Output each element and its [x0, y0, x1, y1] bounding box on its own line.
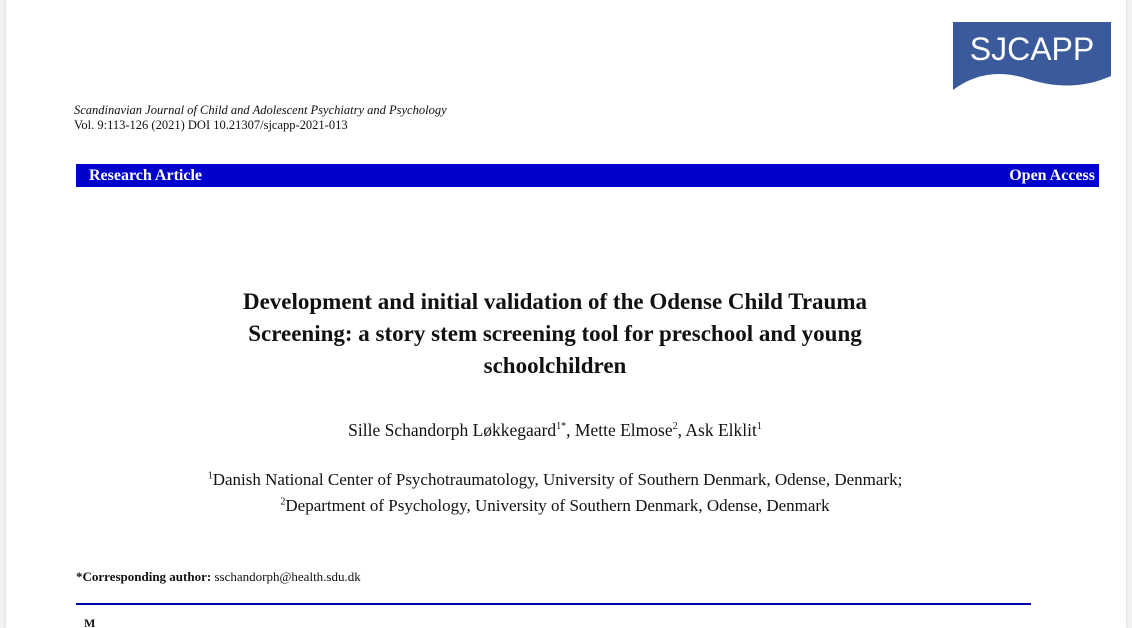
affiliations [6, 467, 1104, 519]
author-affil-mark: 1 [756, 421, 762, 433]
next-heading-fragment: M [84, 616, 96, 628]
pdf-page [6, 0, 1126, 628]
sjcapp-logo-icon [953, 22, 1111, 92]
author-name: Ask Elklit [685, 420, 757, 440]
title-line-1: Development and initial validation of the Odense Child Trauma [242, 289, 868, 314]
corresponding-email: sschandorph@health.sdu.dk [214, 569, 361, 584]
author-affil-mark: 2 [672, 421, 678, 433]
affiliation [6, 467, 1104, 493]
corresponding-label: *Corresponding author: [76, 569, 212, 584]
affiliation-mark: 2 [280, 496, 286, 508]
journal-citation: Vol. 9:113-126 (2021) DOI 10.21307/sjcapp-2021-013 [74, 118, 348, 132]
article-title [6, 286, 1104, 382]
corresponding-author [76, 569, 361, 585]
journal-logo [953, 22, 1111, 92]
title-line-2: Screening: a story stem screening tool for preschool and young [248, 321, 862, 346]
author-name: Mette Elmose [574, 420, 673, 440]
access-label: Open Access [1009, 166, 1095, 184]
title-line-3: schoolchildren [483, 353, 627, 378]
journal-info [74, 103, 447, 133]
article-type-label: Research Article [89, 166, 202, 184]
journal-name: Scandinavian Journal of Child and Adolescent Psychiatry and Psychology [74, 103, 447, 117]
affiliation-text: Department of Psychology, University of Southern Denmark, Odense, Denmark [285, 496, 830, 515]
affiliation-text: Danish National Center of Psychotraumatology, University of Southern Denmark, Odense, Denmark; [212, 470, 903, 489]
affiliation [6, 493, 1104, 519]
affiliation-mark: 1 [207, 470, 213, 482]
article-type-banner [76, 164, 1099, 187]
author-affil-mark: 1* [556, 421, 567, 433]
logo-text: SJCAPP [969, 31, 1095, 67]
author-name: Sille Schandorph Løkkegaard [348, 420, 557, 440]
section-divider [76, 603, 1031, 605]
author-list: Sille Schandorph Løkkegaard$^{1*}$, Mette Elmose$^2$, Ask Elklit$^1$ [348, 420, 762, 440]
